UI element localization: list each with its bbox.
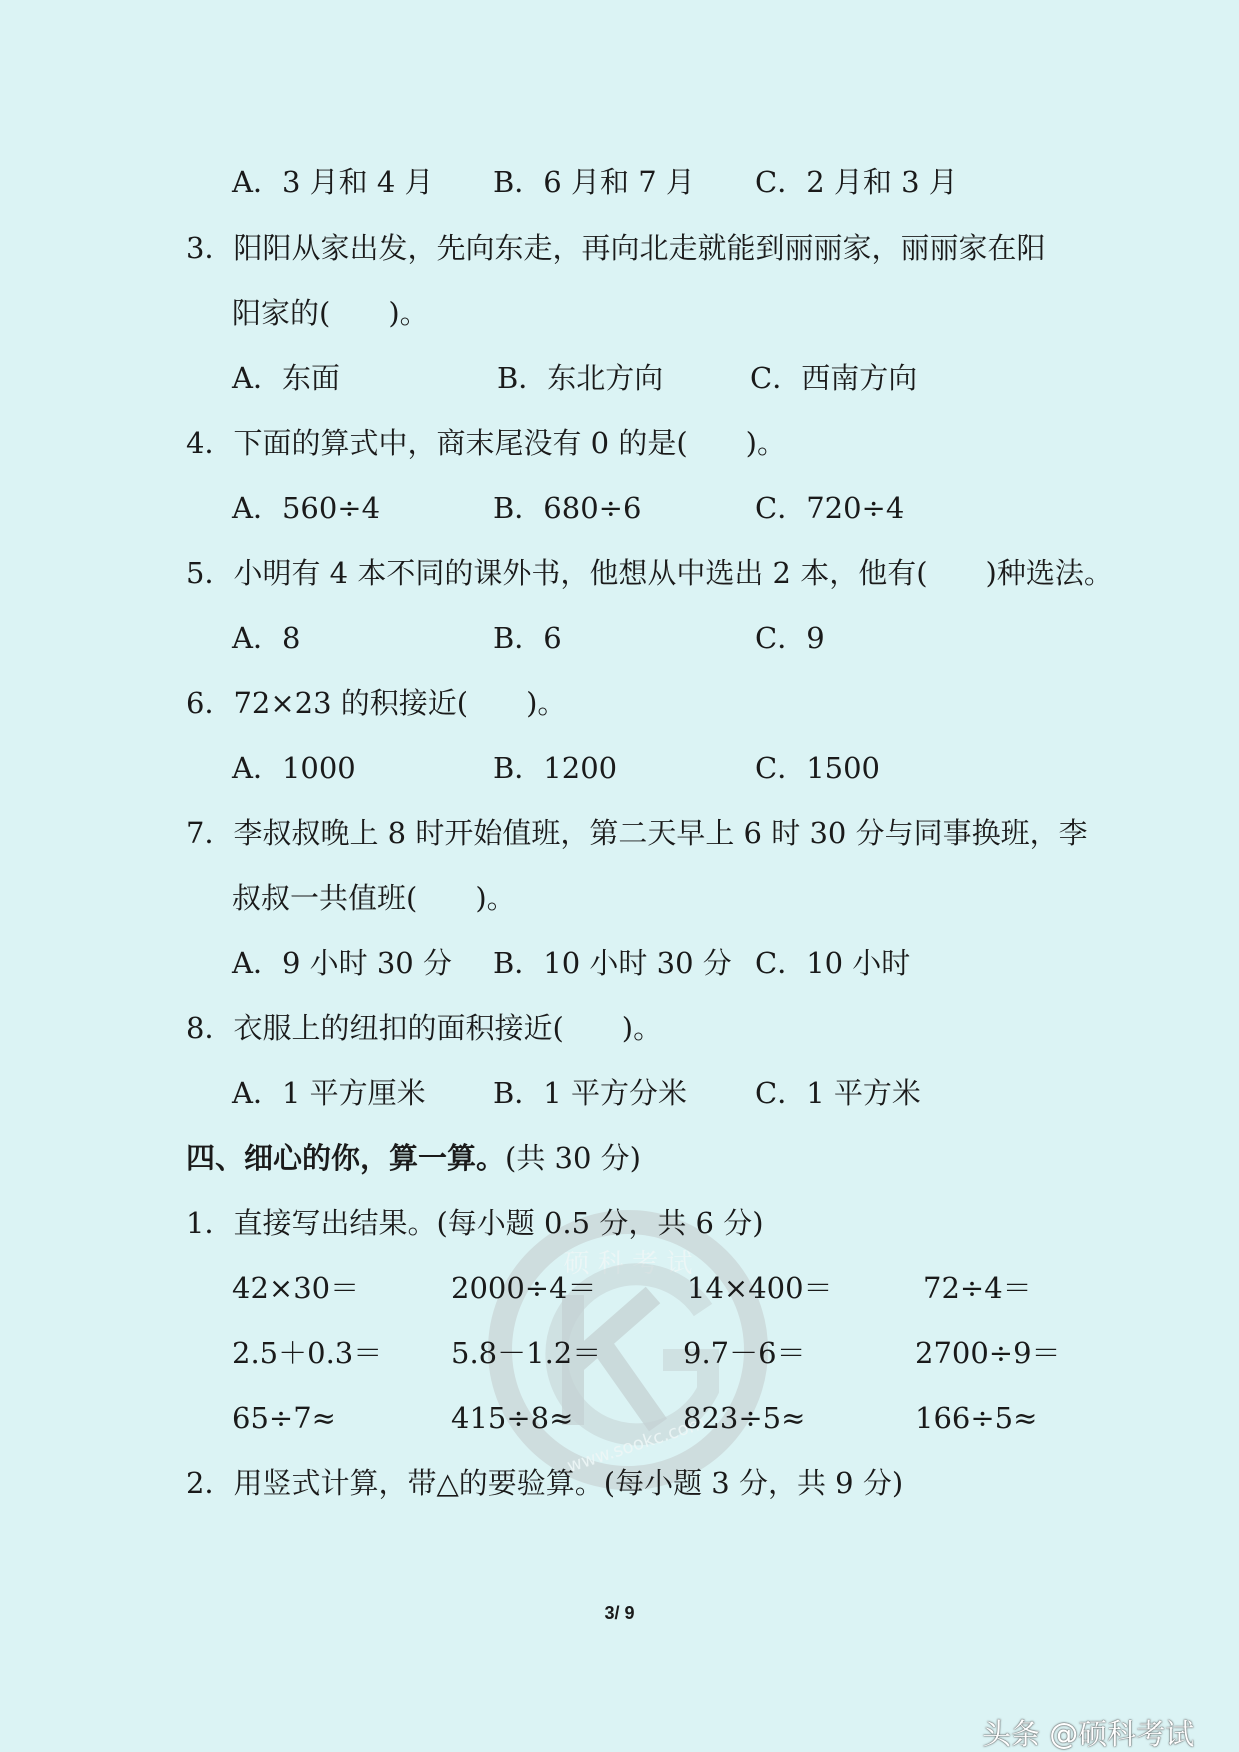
q8-option-a: A．1 平方厘米 [232,1076,426,1110]
q4-option-c: C．720÷4 [755,491,905,525]
q6-text: 6．72×23 的积接近( )。 [186,686,567,720]
q6-option-a: A．1000 [232,751,356,785]
calc-item: 2.5＋0.3＝ [232,1336,383,1370]
calc-item: 2700÷9＝ [915,1336,1061,1370]
q4-option-b: B．680÷6 [493,491,642,525]
calc-item: 72÷4＝ [923,1271,1032,1305]
q3-text-line2: 阳家的( )。 [232,296,429,330]
section4-heading-row [186,1138,641,1178]
section4-heading: 四、细心的你，算一算。 [186,1141,506,1175]
q7-text-line2: 叔叔一共值班( )。 [232,881,516,915]
calc-item: 65÷7≈ [232,1401,336,1435]
calc-item: 42×30＝ [232,1271,360,1305]
q3-option-c: C．西南方向 [750,361,918,395]
footer-watermark: 头条 @硕科考试 [982,1717,1195,1751]
q3-option-b: B．东北方向 [497,361,664,395]
q2-option-a: A．3 月和 4 月 [232,165,434,199]
calc-item: 9.7－6＝ [683,1336,806,1370]
watermark-ring-text: 硕 科 考 试 [563,1249,693,1279]
q7-option-b: B．10 小时 30 分 [493,946,732,980]
section4-score: (共 30 分) [505,1141,641,1175]
q5-text: 5．小明有 4 本不同的课外书，他想从中选出 2 本，他有( )种选法。 [186,556,1113,590]
q8-option-c: C．1 平方米 [755,1076,921,1110]
q8-text: 8．衣服上的纽扣的面积接近( )。 [186,1011,663,1045]
q7-option-c: C．10 小时 [755,946,911,980]
q5-option-b: B．6 [493,621,562,655]
q7-option-a: A．9 小时 30 分 [232,946,452,980]
part1-text: 1．直接写出结果。(每小题 0.5 分，共 6 分) [186,1206,764,1240]
q7-text-line1: 7．李叔叔晚上 8 时开始值班，第二天早上 6 时 30 分与同事换班，李 [186,816,1088,850]
q2-option-c: C．2 月和 3 月 [755,165,958,199]
q2-option-b: B．6 月和 7 月 [493,165,695,199]
calc-item: 166÷5≈ [915,1401,1038,1435]
q5-option-c: C．9 [755,621,825,655]
q4-option-a: A．560÷4 [232,491,381,525]
q3-text-line1: 3．阳阳从家出发，先向东走，再向北走就能到丽丽家，丽丽家在阳 [186,231,1046,265]
calc-item: 823÷5≈ [683,1401,806,1435]
calc-item: 2000÷4＝ [451,1271,597,1305]
q6-option-c: C．1500 [755,751,880,785]
q8-option-b: B．1 平方分米 [493,1076,687,1110]
q4-text: 4．下面的算式中，商末尾没有 0 的是( )。 [186,426,786,460]
calc-item: 5.8－1.2＝ [451,1336,602,1370]
calc-item: 14×400＝ [687,1271,833,1305]
q6-option-b: B．1200 [493,751,618,785]
calc-item: 415÷8≈ [451,1401,574,1435]
watermark-url: www.sookc.com [564,1412,709,1478]
q3-option-a: A．东面 [232,361,340,395]
part2-text: 2．用竖式计算，带△的要验算。(每小题 3 分，共 9 分) [186,1466,904,1500]
page-number: 3/ 9 [604,1603,635,1623]
q5-option-a: A．8 [232,621,301,655]
